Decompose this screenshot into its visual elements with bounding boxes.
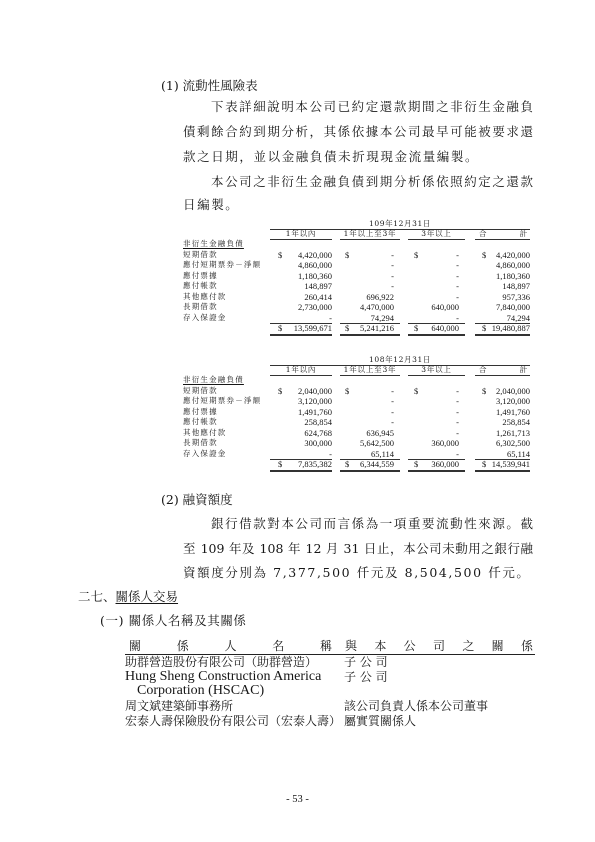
value: 13,599,671	[293, 323, 332, 333]
value-cell	[408, 396, 465, 407]
value-cell	[270, 281, 332, 292]
value: 258,854	[304, 417, 332, 427]
related-party-table	[125, 638, 535, 729]
value: -	[391, 249, 394, 260]
value-cell	[340, 271, 400, 282]
value-cell	[475, 407, 530, 418]
value: 19,480,887	[491, 323, 530, 333]
party-name	[125, 699, 344, 714]
table-date-row	[183, 219, 530, 229]
value: 74,294	[370, 312, 394, 323]
table-date: 109年12月31日	[270, 219, 530, 230]
column-header: 3年以上	[408, 365, 465, 376]
value-cell	[408, 417, 465, 428]
currency-symbol: $	[414, 459, 419, 469]
value: 5,642,500	[360, 438, 394, 448]
column-header: 1年以內	[270, 229, 332, 240]
value: 1,261,713	[496, 427, 530, 438]
value: 7,835,382	[298, 459, 332, 469]
value-cell	[475, 281, 530, 292]
value-cell	[270, 271, 332, 282]
value: -	[456, 427, 459, 438]
party-name	[125, 655, 344, 670]
value-cell	[475, 438, 530, 449]
currency-symbol: $	[482, 323, 487, 333]
value-cell	[408, 323, 465, 336]
table-row	[183, 386, 530, 397]
currency-symbol: $	[482, 249, 487, 260]
value: 696,922	[366, 291, 394, 302]
value: 957,336	[502, 291, 530, 302]
currency-symbol: $	[345, 249, 350, 260]
value: 2,040,000	[496, 385, 530, 396]
paragraph-line: 本公司之非衍生金融負債到期分析係依照約定之還款	[211, 175, 533, 189]
value-cell	[270, 260, 332, 271]
paragraph-line: 下表詳細說明本公司已約定還款期間之非衍生金融負	[211, 100, 533, 114]
table-row	[125, 699, 535, 714]
table-date: 108年12月31日	[270, 355, 530, 366]
table-row	[125, 670, 535, 699]
value-cell	[475, 428, 530, 439]
value-cell	[475, 260, 530, 271]
value-cell	[475, 396, 530, 407]
currency-symbol: $	[278, 459, 283, 469]
table-row	[183, 417, 530, 428]
value: 4,470,000	[360, 302, 394, 312]
value-cell	[270, 250, 332, 261]
value: -	[391, 417, 394, 427]
value: -	[391, 385, 394, 396]
currency-symbol: $	[278, 385, 283, 396]
value-cell	[408, 428, 465, 439]
value: 65,114	[506, 448, 530, 459]
total-row	[183, 323, 530, 334]
section-label-row	[183, 375, 530, 386]
value: 2,040,000	[298, 385, 332, 396]
table-header-row	[183, 229, 530, 239]
value-cell	[270, 386, 332, 397]
value: 360,000	[431, 438, 459, 448]
column-header-name: 關 係 人 名 稱	[129, 639, 332, 653]
value-cell	[340, 260, 400, 271]
value: 258,854	[502, 417, 530, 427]
party-name-line: 宏泰人壽保險股份有限公司（宏泰人壽）	[125, 713, 342, 728]
value-cell	[408, 271, 465, 282]
row-label: 應付短期票券－淨額	[183, 396, 262, 405]
section-title: 關係人交易	[115, 589, 179, 604]
value: 1,491,760	[298, 406, 332, 417]
value: 640,000	[431, 302, 459, 312]
value: 148,897	[502, 281, 530, 291]
section-label: 非衍生金融負債	[183, 375, 244, 384]
value: 65,114	[370, 448, 394, 459]
value: 3,120,000	[496, 396, 530, 406]
value-cell	[340, 302, 400, 313]
currency-symbol: $	[414, 323, 419, 333]
currency-symbol: $	[345, 459, 350, 469]
value-cell	[340, 417, 400, 428]
value-cell	[408, 407, 465, 418]
value: 4,420,000	[496, 249, 530, 260]
paragraph-line: 日編製。	[183, 197, 240, 212]
row-label: 其他應付款	[183, 427, 227, 437]
maturity-table-108	[183, 355, 530, 470]
row-label: 長期借款	[183, 438, 218, 447]
value-cell	[475, 459, 530, 472]
liquidity-risk-heading: (1) 流動性風險表	[161, 78, 258, 93]
row-label: 其他應付款	[183, 291, 227, 301]
table-header-row	[183, 365, 530, 375]
currency-symbol: $	[278, 249, 283, 260]
value: -	[456, 406, 459, 417]
value: 640,000	[431, 323, 459, 333]
table-row	[183, 281, 530, 292]
value: 1,180,360	[496, 270, 530, 281]
value: -	[456, 385, 459, 396]
value-cell	[475, 417, 530, 428]
value-cell	[408, 260, 465, 271]
row-label: 應付票據	[183, 406, 218, 416]
value: 260,414	[304, 291, 332, 302]
value-cell	[270, 438, 332, 449]
row-label: 短期借款	[183, 249, 218, 259]
column-header: 合 計	[475, 365, 530, 376]
total-row	[183, 459, 530, 470]
value: 6,302,500	[496, 438, 530, 448]
table-row	[183, 250, 530, 261]
row-label: 長期借款	[183, 302, 218, 311]
value-cell	[340, 396, 400, 407]
value-cell	[408, 250, 465, 261]
value: -	[456, 396, 459, 406]
value: 1,491,760	[496, 406, 530, 417]
value: -	[456, 249, 459, 260]
party-name-line: Hung Sheng Construction America	[125, 668, 322, 684]
value-cell	[340, 459, 400, 472]
currency-symbol: $	[278, 323, 283, 333]
value-cell	[475, 302, 530, 313]
table-row	[183, 260, 530, 271]
credit-facility-heading: (2) 融資額度	[161, 492, 233, 507]
row-label: 存入保證金	[183, 448, 227, 458]
value-cell	[270, 428, 332, 439]
table-row	[183, 302, 530, 313]
row-label: 存入保證金	[183, 312, 227, 322]
party-relation: 該公司負責人係本公司董事	[344, 699, 489, 714]
value: -	[456, 291, 459, 302]
paragraph-line: 銀行借款對本公司而言係為一項重要流動性來源。截	[211, 517, 533, 531]
value: 636,945	[366, 427, 394, 438]
value: 624,768	[304, 427, 332, 438]
table-row	[125, 714, 535, 729]
value: -	[456, 260, 459, 270]
paragraph-line: 債剩餘合約到期分析，其係依據本公司最早可能被要求還	[183, 125, 533, 139]
table-row	[183, 396, 530, 407]
page-number: - 53 -	[286, 794, 309, 805]
currency-symbol: $	[414, 385, 419, 396]
value: 3,120,000	[298, 396, 332, 406]
value: -	[391, 396, 394, 406]
paragraph-line: 資額度分別為 7,377,500 仟元及 8,504,500 仟元。	[183, 565, 531, 580]
value-cell	[270, 323, 332, 336]
row-label: 應付票據	[183, 270, 218, 280]
value: 7,840,000	[496, 302, 530, 312]
party-name	[125, 714, 344, 729]
column-header: 合 計	[475, 229, 530, 240]
value-cell	[340, 438, 400, 449]
table-row	[183, 438, 530, 449]
currency-symbol: $	[345, 323, 350, 333]
value: 5,241,216	[360, 323, 394, 333]
value-cell	[408, 438, 465, 449]
value-cell	[475, 250, 530, 261]
value-cell	[408, 281, 465, 292]
value: -	[456, 270, 459, 281]
maturity-table-109	[183, 219, 530, 334]
section-number: 二七、	[78, 589, 116, 604]
currency-symbol: $	[482, 385, 487, 396]
value: 4,860,000	[298, 260, 332, 270]
value: 148,897	[304, 281, 332, 291]
value-cell	[270, 417, 332, 428]
currency-symbol: $	[345, 385, 350, 396]
value-cell	[340, 407, 400, 418]
value: -	[391, 270, 394, 281]
value-cell	[340, 250, 400, 261]
table-row	[183, 407, 530, 418]
value: 300,000	[304, 438, 332, 448]
paragraph-line: 款之日期，並以金融負債未折現現金流量編製。	[183, 149, 480, 164]
value: 4,420,000	[298, 249, 332, 260]
section-label: 非衍生金融負債	[183, 239, 244, 248]
subsection-heading: (一) 關係人名稱及其關係	[100, 613, 247, 628]
table-row	[125, 655, 535, 670]
table-date-row	[183, 355, 530, 365]
section-27-heading	[78, 590, 178, 604]
column-header: 1年以上至3年	[340, 365, 400, 376]
value: 4,860,000	[496, 260, 530, 270]
value-cell	[475, 323, 530, 336]
value: -	[456, 417, 459, 427]
value: 2,730,000	[298, 302, 332, 312]
value: 74,294	[506, 312, 530, 323]
value-cell	[475, 386, 530, 397]
value: -	[329, 312, 332, 323]
value-cell	[340, 386, 400, 397]
value-cell	[270, 302, 332, 313]
value: -	[456, 281, 459, 291]
party-name-line: 助群營造股份有限公司（助群營造）	[125, 655, 318, 669]
value-cell	[340, 428, 400, 439]
value: 14,539,941	[491, 459, 530, 469]
party-name-line: 周文斌建築師事務所	[125, 699, 234, 714]
party-relation: 子 公 司	[344, 655, 388, 669]
paragraph-line: 至 109 年及 108 年 12 月 31 日止，本公司未動用之銀行融	[183, 542, 533, 556]
row-label: 應付帳款	[183, 417, 218, 426]
value-cell	[340, 323, 400, 336]
value: -	[456, 312, 459, 323]
related-party-header-row	[125, 638, 535, 655]
value: 1,180,360	[298, 270, 332, 281]
value: 6,344,559	[360, 459, 394, 469]
row-label: 應付帳款	[183, 281, 218, 290]
table-row	[183, 271, 530, 282]
value-cell	[270, 407, 332, 418]
value-cell	[270, 292, 332, 303]
column-header: 3年以上	[408, 229, 465, 240]
value-cell	[475, 271, 530, 282]
party-relation: 子 公 司	[344, 669, 388, 684]
party-name	[125, 670, 344, 699]
value-cell	[408, 292, 465, 303]
value-cell	[408, 459, 465, 472]
value-cell	[340, 292, 400, 303]
table-row	[183, 449, 530, 460]
value: -	[329, 448, 332, 459]
table-row	[183, 313, 530, 324]
value-cell	[475, 292, 530, 303]
value-cell	[340, 281, 400, 292]
value: -	[391, 281, 394, 291]
table-row	[183, 428, 530, 439]
value: -	[456, 448, 459, 459]
value-cell	[270, 459, 332, 472]
party-relation: 屬實質關係人	[344, 713, 417, 728]
section-label-row	[183, 239, 530, 250]
value: -	[391, 260, 394, 270]
value-cell	[408, 302, 465, 313]
column-header: 1年以上至3年	[340, 229, 400, 240]
value: 360,000	[431, 459, 459, 469]
currency-symbol: $	[414, 249, 419, 260]
row-label: 短期借款	[183, 385, 218, 395]
value-cell	[270, 396, 332, 407]
party-name-line: Corporation (HSCAC)	[137, 683, 265, 699]
value: -	[391, 406, 394, 417]
value-cell	[408, 386, 465, 397]
currency-symbol: $	[482, 459, 487, 469]
column-header-relation: 與 本 公 司 之 關 係	[345, 639, 533, 653]
table-row	[183, 292, 530, 303]
row-label: 應付短期票券－淨額	[183, 260, 262, 269]
column-header: 1年以內	[270, 365, 332, 376]
